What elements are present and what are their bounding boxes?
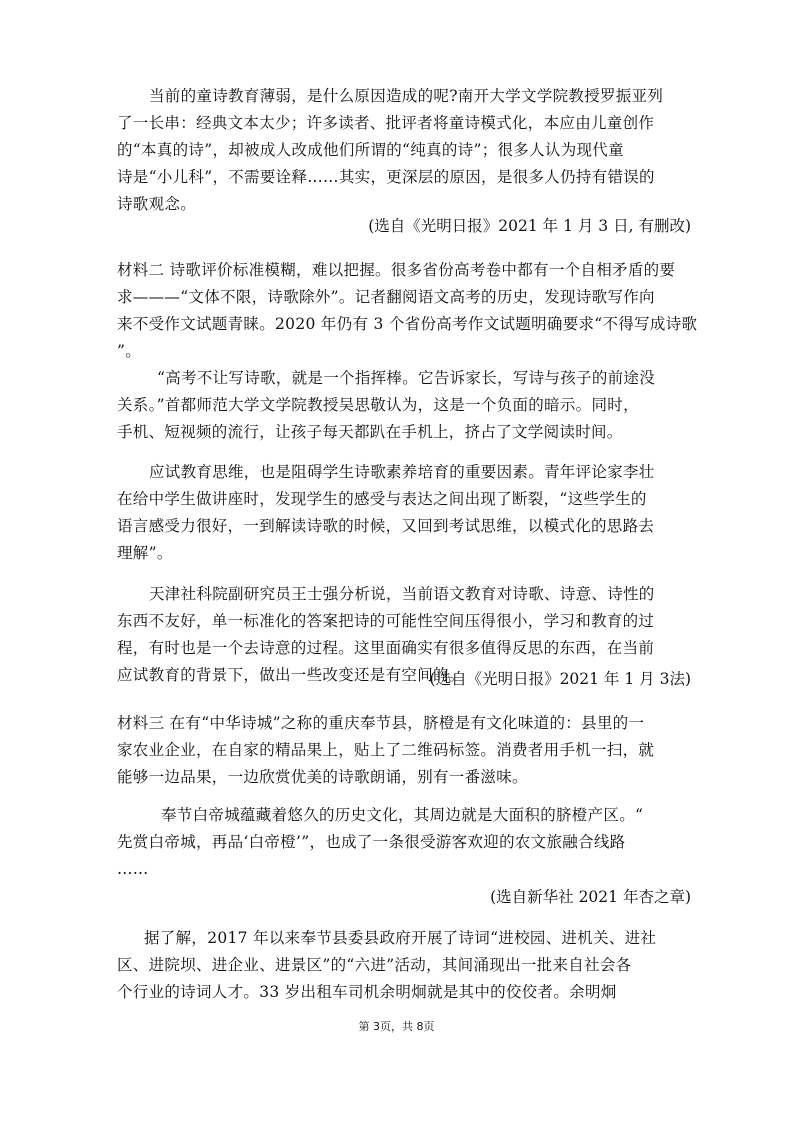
text-line: 材料三 在有“中华诗城”之称的重庆奉节县，脐橙是有文化味道的：县里的一 bbox=[117, 714, 645, 732]
text-line: 手机、短视频的流行，让孩子每天都趴在手机上，挤占了文学阅读时间。 bbox=[117, 423, 623, 441]
text-line: ”。 bbox=[117, 342, 142, 360]
text-line: 当前的童诗教育薄弱，是什么原因造成的呢?南开大学文学院教授罗振亚列 bbox=[149, 87, 664, 105]
text-line: 在给中学生做讲座时，发现学生的感受与表达之间出现了断裂，“这些学生的 bbox=[117, 490, 647, 508]
text-line: 奉节白帝城蕴藏着悠久的历史文化，其周边就是大面积的脐橙产区。“ bbox=[161, 806, 644, 824]
source-citation: (选自《光明日报》2021 年 1 月 3法) bbox=[429, 670, 691, 688]
text-line: 材料二 诗歌评价标准模糊，难以把握。很多省份高考卷中都有一个自相矛盾的要 bbox=[117, 261, 676, 279]
text-line: …… bbox=[117, 860, 149, 878]
text-line: 诗是“小儿科”，不需要诠释……其实，更深层的原因，是很多人仍持有错误的 bbox=[117, 168, 655, 186]
text-line: 据了解，2017 年以来奉节县委县政府开展了诗词“进校园、进机关、进社 bbox=[144, 929, 657, 947]
text-line: 区、进院坝、进企业、进景区”的“六进”活动，其间涌现出一批来自社会各 bbox=[117, 956, 632, 974]
text-line: 家农业企业，在自家的精品果上，贴上了二维码标签。消费者用手机一扫，就 bbox=[117, 741, 655, 759]
text-line: 天津社科院副研究员王士强分析说，当前语文教育对诗歌、诗意、诗性的 bbox=[149, 585, 655, 603]
text-line: 先赏白帝城，再品‘白帝橙’”，也成了一条很受游客欢迎的农文旅融合线路 bbox=[117, 833, 626, 851]
text-line: 个行业的诗词人才。33 岁出租车司机余明炯就是其中的佼佼者。余明炯 bbox=[117, 983, 617, 1001]
page-footer: 第 3页，共 8页 bbox=[358, 1020, 435, 1033]
text-line: 来不受作文试题青睐。2020 年仍有 3 个省份高考作文试题明确要求“不得写成诗歌 bbox=[117, 315, 698, 333]
source-citation: (选自《光明日报》2021 年 1 月 3 日, 有删改) bbox=[368, 217, 691, 235]
text-line: 诗歌观念。 bbox=[117, 195, 197, 213]
text-line: 关系。”首都师范大学文学院教授吴思敬认为，这是一个负面的暗示。同时， bbox=[117, 396, 639, 414]
text-line: 东西不友好，单一标准化的答案把诗的可能性空间压得很小，学习和教育的过 bbox=[117, 612, 655, 630]
text-line: 能够一边品果，一边欣赏优美的诗歌朗诵，别有一番滋味。 bbox=[117, 768, 528, 786]
text-line: 的“本真的诗”，却被成人改成他们所谓的“纯真的诗”；很多人认为现代童 bbox=[117, 141, 624, 159]
text-line: “高考不让写诗歌，就是一个指挥棒。它告诉家长，写诗与孩子的前途没 bbox=[157, 369, 656, 387]
text-line: 求———“文体不限，诗歌除外”。记者翻阅语文高考的历史，发现诗歌写作向 bbox=[117, 288, 655, 306]
source-citation: (选自新华社 2021 年杏之章) bbox=[490, 888, 691, 906]
text-line: 程，有时也是一个去诗意的过程。这里面确实有很多值得反思的东西，在当前 bbox=[117, 639, 655, 657]
text-line: 应试教育思维，也是阻碍学生诗歌素养培育的重要因素。青年评论家李壮 bbox=[149, 463, 655, 481]
text-line: 应试教育的背景下，做出一些改变还是有空间的。 bbox=[117, 666, 465, 684]
text-line: 了一长串：经典文本太少；许多读者、批评者将童诗模式化，本应由儿童创作 bbox=[117, 114, 655, 132]
text-line: 语言感受力很好，一到解读诗歌的时候，又回到考试思维，以模式化的思路去 bbox=[117, 517, 655, 535]
text-line: 理解”。 bbox=[117, 544, 173, 562]
